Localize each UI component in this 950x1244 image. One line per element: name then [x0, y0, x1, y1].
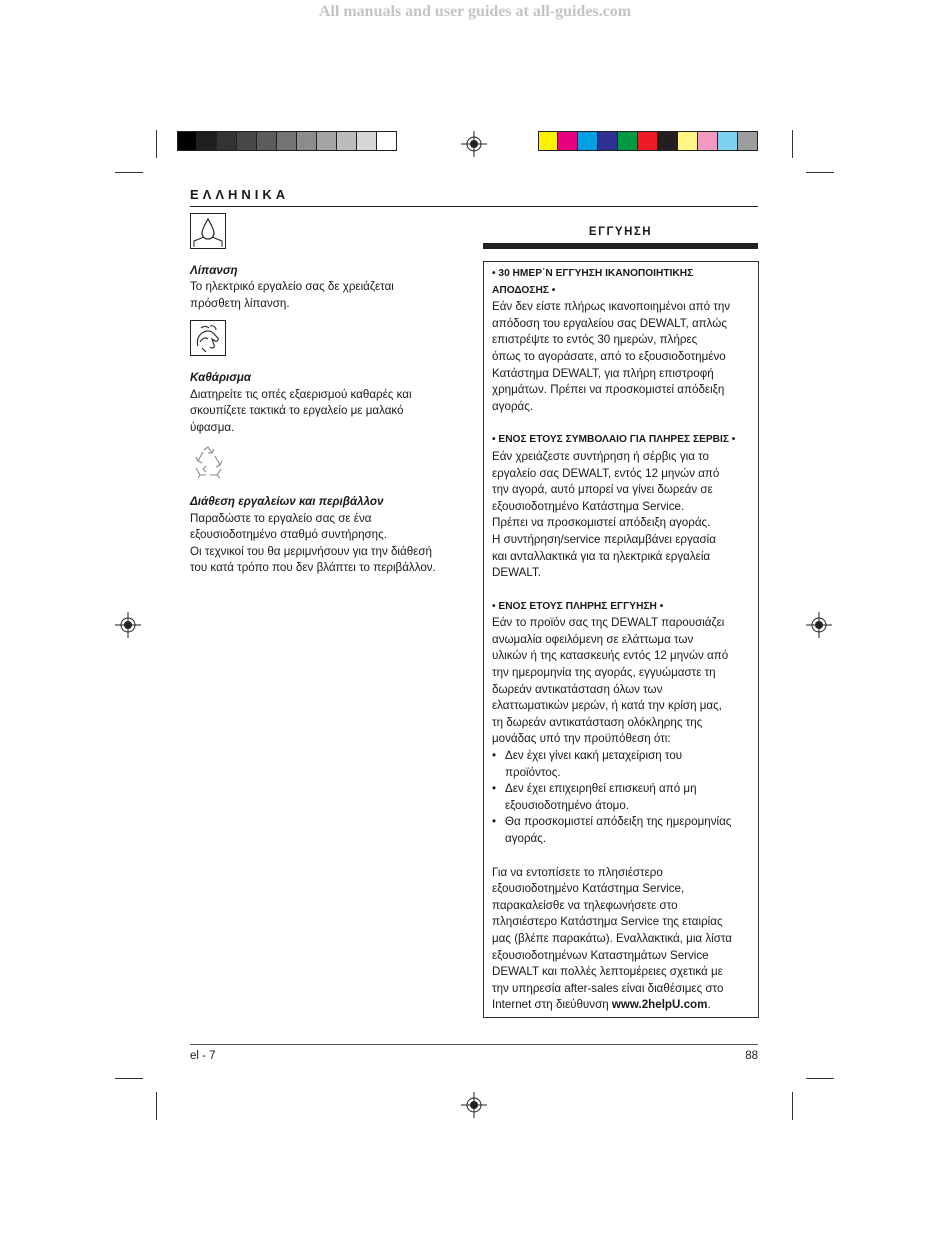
lubrication-text [190, 279, 465, 312]
list-item [492, 748, 750, 781]
text-line: Κατάστημα DEWALT, για πλήρη επιστροφή [492, 366, 714, 380]
text-line: Παραδώστε το εργαλείο σας σε ένα [190, 511, 372, 525]
satisfaction-title [492, 266, 750, 299]
cleaning-text [190, 387, 465, 437]
text-line: την υπηρεσία after-sales είναι διαθέσιμες στο [492, 981, 724, 995]
watermark: All manuals and user guides at all-guides.com [318, 3, 632, 20]
gray-swatch-strip [177, 131, 397, 151]
text-line: μας (βλέπε παρακάτω). Εναλλακτικά, μια λίστα [492, 931, 732, 945]
crop-mark [792, 130, 793, 158]
color-swatch [638, 131, 658, 151]
text-line: DEWALT. [492, 566, 541, 580]
registration-mark-icon [461, 1092, 487, 1118]
lubrication-section [190, 263, 465, 313]
text-line: Εάν δεν είστε πλήρως ικανοποιημένοι από την [492, 300, 731, 314]
crop-mark [806, 172, 834, 173]
text-line: Το ηλεκτρικό εργαλείο σας δε χρειάζεται [190, 280, 394, 294]
text-line: εξουσιοδοτημένων Καταστημάτων Service [492, 948, 709, 962]
color-swatch [217, 131, 237, 151]
page-label: el - 7 [190, 1050, 216, 1062]
text-line: πλησιέστερο Κατάστημα Service της εταιρίας [492, 915, 723, 929]
text-line: Διατηρείτε τις οπές εξαερισμού καθαρές και [190, 387, 412, 401]
text-line: Δεν έχει γίνει κακή μεταχείριση του [505, 749, 683, 763]
full-warranty-text [492, 615, 750, 748]
color-swatch [257, 131, 277, 151]
text-line: εργαλείο σας DEWALT, εντός 12 μηνών από [492, 466, 720, 480]
list-item [492, 781, 750, 814]
cleaning-section [190, 370, 465, 436]
satisfaction-text [492, 299, 750, 415]
cleaning-title: Καθάρισμα [190, 370, 252, 384]
text-line: Δεν έχει επιχειρηθεί επισκευή από μη [505, 782, 697, 796]
oil-drop-icon [190, 213, 226, 249]
text-line: του κατά τρόπο που δεν βλάπτει το περιβάλλον. [190, 561, 436, 575]
text-line: Εάν το προϊόν σας της DEWALT παρουσιάζει [492, 616, 725, 630]
color-swatch [558, 131, 578, 151]
color-swatch [237, 131, 257, 151]
color-swatch-strip [538, 131, 758, 151]
text-line: ανωμαλία οφειλόμενη σε ελάττωμα των [492, 632, 694, 646]
text-line: εξουσιοδοτημένο σταθμό συντήρησης. [190, 528, 387, 542]
text-line: ελαττωματικών μερών, ή κατά την κρίση μας, [492, 699, 722, 713]
text-line: υλικών ή της κατασκευής εντός 12 μηνών από [492, 649, 729, 663]
text-line: Πρέπει να προσκομιστεί απόδειξη αγοράς. [492, 516, 711, 530]
text-line: • 30 ΗΜΕΡ΄Ν ΕΓΓΥΗΣΗ ΙΚΑΝΟΠΟΙΗΤΙΚΗΣ [492, 268, 694, 279]
text-line: εξουσιοδοτημένο Κατάστημα Service. [492, 499, 685, 513]
text-line: πρόσθετη λίπανση. [190, 296, 290, 310]
conditions-list [492, 748, 750, 848]
registration-mark-icon [115, 612, 141, 638]
contact-text [492, 865, 750, 1014]
text-line: Εάν χρειάζεστε συντήρηση ή σέρβις για το [492, 449, 709, 463]
text-line: προϊόντος. [505, 765, 561, 779]
text-line: ύφασμα. [190, 420, 235, 434]
crop-mark [806, 1078, 834, 1079]
text-line: απόδοση του εργαλείου σας DEWALT, απλώς [492, 316, 727, 330]
recycle-icon [190, 444, 226, 480]
heading-bar [483, 243, 758, 249]
service-title: • ΕΝΟΣ ΕΤΟΥΣ ΣΥΜΒΟΛΑΙΟ ΓΙΑ ΠΛΗΡΕΣ ΣΕΡΒΙΣ • [492, 434, 736, 446]
color-swatch [618, 131, 638, 151]
text-line: εξουσιοδοτημένο άτομο. [505, 798, 630, 812]
text-line: χρημάτων. Πρέπει να προσκομιστεί απόδειξη [492, 383, 725, 397]
list-item [492, 814, 750, 847]
disposal-text [190, 511, 465, 577]
text-line: Θα προσκομιστεί απόδειξη της ημερομηνίας [505, 815, 732, 829]
page-number: 88 [745, 1050, 758, 1062]
color-swatch [277, 131, 297, 151]
crop-mark [156, 130, 157, 158]
text-line: Η συντήρηση/service περιλαμβάνει εργασία [492, 532, 716, 546]
color-swatch [658, 131, 678, 151]
color-swatch [698, 131, 718, 151]
disposal-section [190, 494, 465, 577]
text-line: ΑΠΟΔΟΣΗΣ • [492, 284, 556, 296]
crop-mark [792, 1092, 793, 1120]
maintenance-column [190, 213, 465, 577]
color-swatch [598, 131, 618, 151]
color-swatch [337, 131, 357, 151]
color-swatch [177, 131, 197, 151]
color-swatch [718, 131, 738, 151]
text-line: Οι τεχνικοί του θα μεριμνήσουν για την διάθεσή [190, 544, 432, 558]
header-rule [190, 206, 758, 207]
text-line: μονάδας υπό την προϋπόθεση ότι: [492, 732, 671, 746]
color-swatch [197, 131, 217, 151]
text-line: Internet στη διεύθυνση [492, 998, 612, 1012]
color-swatch [317, 131, 337, 151]
text-line: όπως το αγοράσατε, από το εξουσιοδοτημένο [492, 349, 726, 363]
text-line: εξουσιοδοτημένο Κατάστημα Service, [492, 882, 685, 896]
text-line: αγοράς. [492, 399, 534, 413]
color-swatch [357, 131, 377, 151]
service-text [492, 449, 750, 582]
color-swatch [678, 131, 698, 151]
registration-mark-icon [461, 131, 487, 157]
crop-mark [156, 1092, 157, 1120]
cleaning-hand-icon [190, 320, 226, 356]
text-line: . [707, 998, 711, 1012]
warranty-heading: ΕΓΓΥΗΣΗ [588, 226, 653, 238]
text-line: Για να εντοπίσετε το πλησιέστερο [492, 865, 663, 879]
crop-mark [115, 1078, 143, 1079]
text-line: παρακαλείσθε να τηλεφωνήσετε στο [492, 898, 678, 912]
language-title: ΕΛΛΗΝΙΚΑ [190, 187, 290, 202]
text-line: DEWALT και πολλές λεπτομέρειες σχετικά με [492, 965, 723, 979]
disposal-title: Διάθεση εργαλείων και περιβάλλον [190, 494, 384, 508]
text-line: την ημερομηνία της αγοράς, εγγυώμαστε τη [492, 666, 716, 680]
lubrication-title: Λίπανση [190, 263, 238, 277]
text-line: σκουπίζετε τακτικά το εργαλείο με μαλακό [190, 404, 404, 418]
text-line: τη δωρεάν αντικατάσταση ολόκληρης της [492, 715, 703, 729]
color-swatch [538, 131, 558, 151]
text-line: δωρεάν αντικατάσταση όλων των [492, 682, 663, 696]
website-link[interactable]: www.2helpU.com [611, 998, 708, 1012]
text-line: επιστρέψτε το εντός 30 ημερών, πλήρες [492, 333, 698, 347]
color-swatch [578, 131, 598, 151]
color-swatch [297, 131, 317, 151]
text-line: αγοράς. [505, 832, 547, 845]
footer-rule [190, 1044, 758, 1045]
color-swatch [377, 131, 397, 151]
color-swatch [738, 131, 758, 151]
crop-mark [115, 172, 143, 173]
full-warranty-title: • ΕΝΟΣ ΕΤΟΥΣ ΠΛΗΡΗΣ ΕΓΓΥΗΣΗ • [492, 600, 664, 612]
text-line: και ανταλλακτικά για τα ηλεκτρικά εργαλεία [492, 549, 711, 563]
text-line: την αγορά, αυτό μπορεί να γίνει δωρεάν σε [492, 483, 713, 497]
registration-mark-icon [806, 612, 832, 638]
warranty-box [483, 261, 759, 1018]
